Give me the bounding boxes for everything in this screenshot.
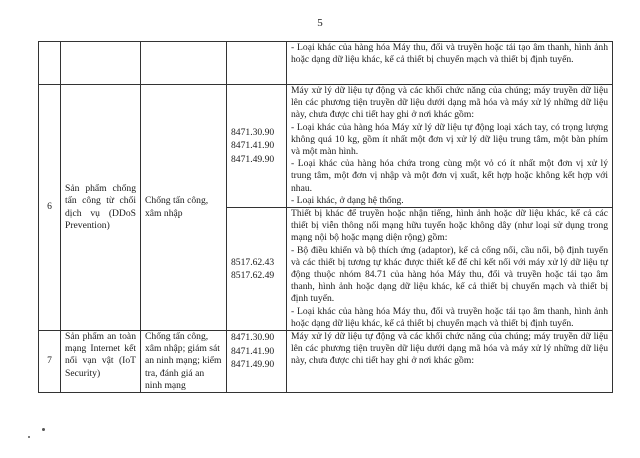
product-table (38, 41, 613, 393)
hs-code: 8517.62.43 (231, 256, 275, 268)
product-cell (61, 331, 141, 393)
hs-code-cell (227, 331, 287, 393)
hs-code: 8471.41.90 (231, 140, 275, 152)
function-cell (141, 85, 227, 331)
hs-code: 8517.62.49 (231, 270, 275, 282)
scan-speck (28, 436, 30, 438)
hs-code: 8471.30.90 (231, 126, 275, 138)
description-text: Máy xử lý dữ liệu tự động và các khối chức năng của chúng; máy truyền dữ liệu lên các phương tiện truyền dữ liệu dưới dạng mã hóa và máy xử lý những dữ liệu này, chưa được chi tiết hay ghi ở nơi khác gồm: (291, 331, 608, 367)
hs-code: 8471.49.90 (231, 153, 275, 165)
product-cell (61, 85, 141, 331)
description-text: - Loại khác của hàng hóa Máy thu, đổi và truyền hoặc tái tạo âm thanh, hình ảnh hoặc dạng dữ liệu khác, kể cả thiết bị chuyển mạch và thiết bị định tuyến. (291, 305, 608, 329)
hs-code-cell (227, 208, 287, 331)
description-cell (287, 331, 613, 393)
hs-code: 8471.30.90 (231, 332, 275, 344)
hs-code: 8471.49.90 (231, 359, 275, 371)
description-text: - Loại khác của hàng hóa Máy xử lý dữ liệu tự động loại xách tay, có trọng lượng không quá 10 kg, gồm ít nhất một đơn vị xử lý dữ liệu trung tâm, một bàn phím và một màn hình. (291, 121, 608, 158)
hs-code-cell (227, 42, 287, 85)
description-cell (287, 42, 613, 85)
hs-code-cell (227, 85, 287, 208)
stt-cell: 7 (39, 331, 61, 393)
table-row (39, 85, 613, 208)
description-text: - Bộ điều khiển và bộ thích ứng (adaptor), kể cả cổng nối, cầu nối, bộ định tuyến và các thiết bị tương tự khác được thiết kế để chỉ kết nối với máy xử lý dữ liệu tự động thuộc nhóm 84.71 của hàng hóa Máy thu, đổi và truyền hoặc tái tạo âm thanh, hình ảnh hoặc dạng dữ liệu khác, kể cả thiết bị chuyển mạch và thiết bị định tuyến. (291, 244, 608, 305)
function-text: Chống tấn công, xâm nhập; giám sát an ninh mạng; kiểm tra, đánh giá an ninh mạng (145, 331, 222, 391)
description-cell (287, 85, 613, 208)
page-number: 5 (317, 17, 323, 29)
description-text: Thiết bị khác để truyền hoặc nhận tiếng, hình ảnh hoặc dữ liệu khác, kể cả các thiết bị viễn thông nối mạng hữu tuyến hoặc không dây (như loại sử dụng trong mạng nội bộ hoặc mạng diện rộng) gồm: (291, 208, 608, 244)
product-name: Sản phẩm chống tấn công từ chối dịch vụ (DDoS Prevention) (65, 183, 136, 231)
product-name: Sản phẩm an toàn mạng Internet kết nối vạn vật (IoT Security) (65, 331, 136, 379)
scan-speck (42, 428, 45, 431)
stt-cell: 6 (39, 85, 61, 331)
table-row (39, 42, 613, 85)
stt-cell (39, 42, 61, 85)
description-text: Máy xử lý dữ liệu tự động và các khối chức năng của chúng; máy truyền dữ liệu lên các phương tiện truyền dữ liệu dưới dạng mã hóa và máy xử lý những dữ liệu này, chưa được chi tiết hay ghi ở nơi khác gồm: (291, 85, 608, 121)
table-row (39, 331, 613, 393)
product-cell (61, 42, 141, 85)
function-text: Chống tấn công, xâm nhập (145, 195, 209, 219)
description-text: - Loại khác của hàng hóa chứa trong cùng một vỏ có ít nhất một đơn vị xử lý trung tâm, một đơn vị nhập và một đơn vị xuất, kết hợp hoặc không kết hợp với nhau. (291, 158, 608, 194)
description-text: - Loại khác của hàng hóa Máy thu, đổi và truyền hoặc tái tạo âm thanh, hình ảnh hoặc dạng dữ liệu khác, kể cả thiết bị chuyển mạch và thiết bị định tuyến. (291, 42, 608, 66)
description-cell (287, 208, 613, 331)
function-cell (141, 42, 227, 85)
hs-code: 8471.41.90 (231, 345, 275, 357)
function-cell (141, 331, 227, 393)
description-text: - Loại khác, ở dạng hệ thống. (291, 194, 404, 206)
